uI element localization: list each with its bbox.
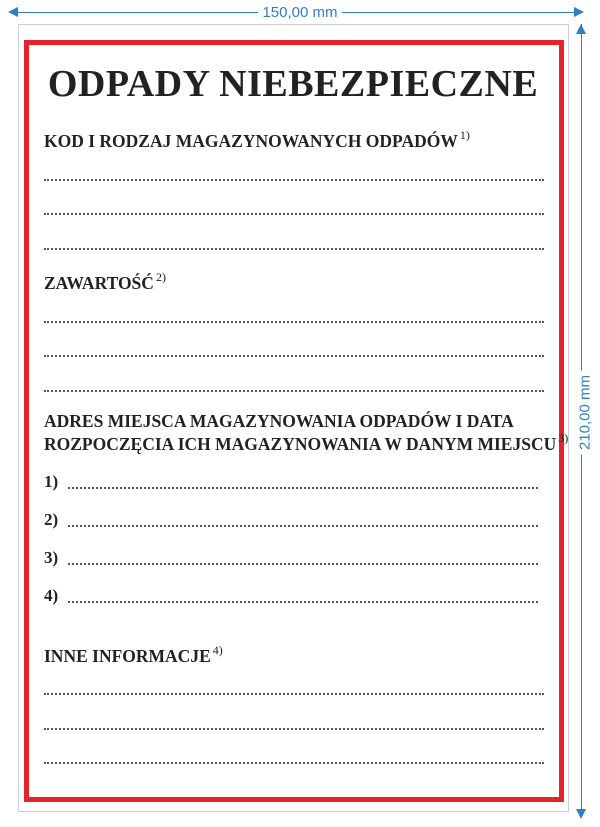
section-contents-label: ZAWARTOŚĆ [44, 273, 154, 293]
section-code-heading [44, 128, 470, 152]
section-other-footnote: 4) [212, 643, 223, 657]
address-row-number: 3) [44, 548, 59, 567]
arrow-up-icon [576, 24, 586, 34]
address-row-4 [44, 586, 538, 606]
contents-fill-line-3 [44, 390, 544, 392]
section-address-heading-line-2 [44, 431, 568, 455]
address-row-number: 4) [44, 586, 59, 605]
address-row-number: 2) [44, 510, 59, 529]
section-code-label: KOD I RODZAJ MAGAZYNOWANYCH ODPADÓW [44, 131, 458, 151]
code-fill-line-2 [44, 213, 544, 215]
address-row-1 [44, 472, 538, 492]
address-row-number: 1) [44, 472, 59, 491]
section-address-label: ROZPOCZĘCIA ICH MAGAZYNOWANIA W DANYM MIEJSCU [44, 434, 557, 454]
address-fill-line [68, 601, 538, 603]
other-fill-line-1 [44, 693, 544, 695]
section-contents-heading [44, 270, 166, 294]
contents-fill-line-2 [44, 355, 544, 357]
sign-title: ODPADY NIEBEZPIECZNE [47, 63, 539, 105]
address-row-2 [44, 510, 538, 530]
code-fill-line-1 [44, 179, 544, 181]
section-address-footnote: 3) [558, 431, 569, 445]
width-dimension-label: 150,00 mm [258, 4, 341, 21]
address-fill-line [68, 525, 538, 527]
section-code-footnote: 1) [459, 128, 470, 142]
section-address-heading-line-1: ADRES MIEJSCA MAGAZYNOWANIA ODPADÓW I DATA [44, 411, 514, 431]
other-fill-line-3 [44, 762, 544, 764]
contents-fill-line-1 [44, 321, 544, 323]
other-fill-line-2 [44, 728, 544, 730]
section-contents-footnote: 2) [155, 270, 166, 284]
arrow-down-icon [576, 809, 586, 819]
section-other-label: INNE INFORMACJE [44, 646, 211, 666]
address-fill-line [68, 487, 538, 489]
height-dimension-label: 210,00 mm [577, 371, 594, 454]
height-dimension [570, 0, 600, 827]
code-fill-line-3 [44, 248, 544, 250]
section-other-heading [44, 643, 223, 667]
address-row-3 [44, 548, 538, 568]
address-fill-line [68, 563, 538, 565]
